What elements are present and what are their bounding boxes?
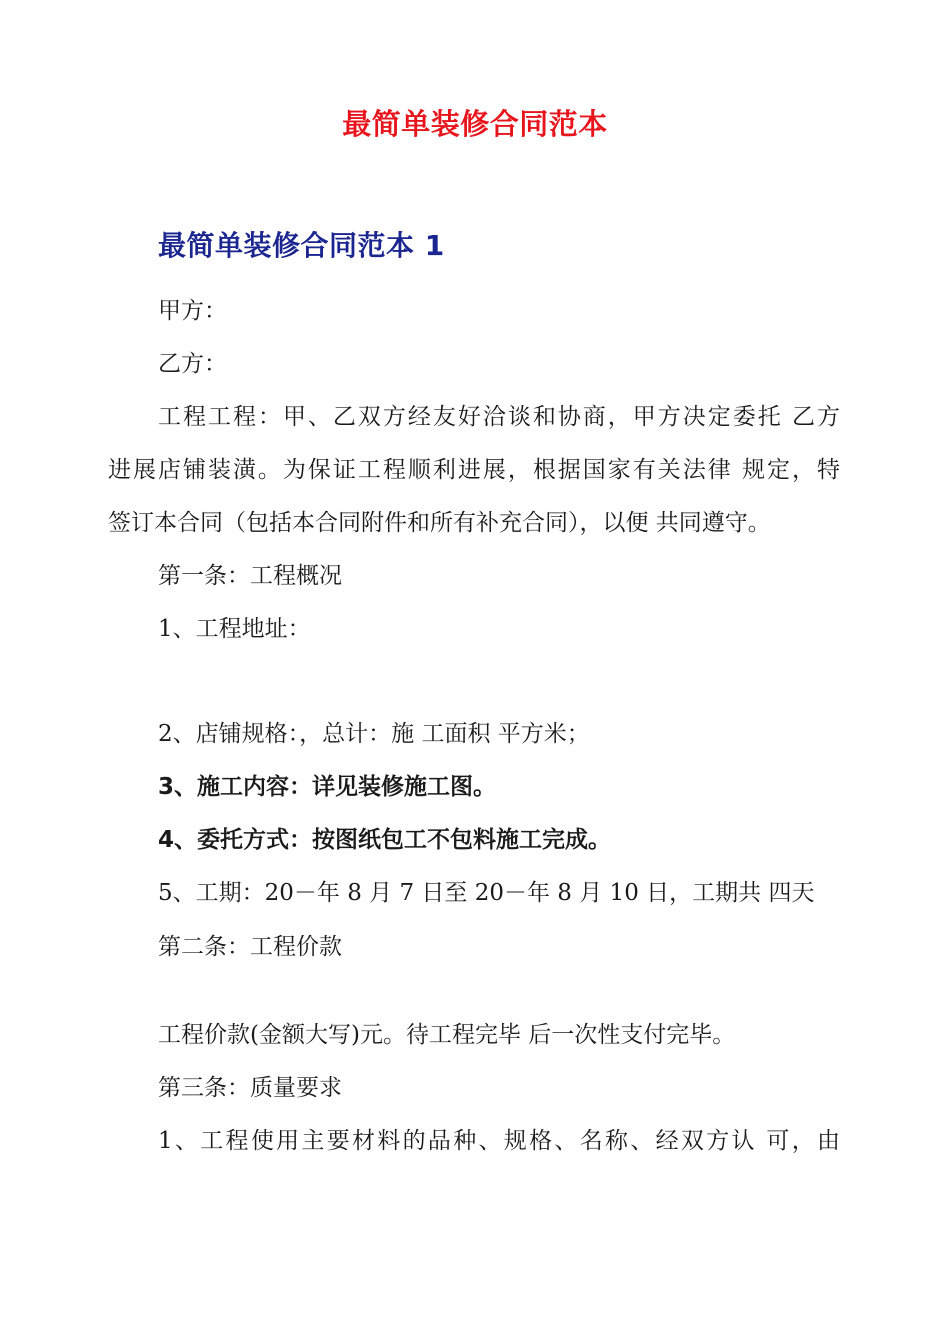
- paragraph-line: 工程工程：甲、乙双方经友好洽谈和协商，甲方决定委托 乙方: [158, 404, 840, 430]
- article-heading: 第二条：工程价款: [158, 934, 342, 960]
- list-item: 1、工程使用主要材料的品种、规格、名称、经双方认 可，由: [158, 1128, 840, 1154]
- document-title: 最简单装修合同范本: [342, 107, 608, 141]
- section-heading: 最简单装修合同范本 1: [158, 229, 445, 262]
- party-a-line: 甲方：: [158, 298, 227, 324]
- list-item: 2、店铺规格：，总计：施 工面积 平方米；: [158, 721, 590, 747]
- party-b-line: 乙方：: [158, 351, 227, 377]
- paragraph-line: 工程价款(金额大写)元。待工程完毕 后一次性支付完毕。: [158, 1022, 736, 1048]
- list-item: 1、工程地址：: [158, 616, 311, 642]
- list-item: 4、委托方式：按图纸包工不包料施工完成。: [158, 827, 612, 853]
- paragraph-line: 签订本合同（包括本合同附件和所有补充合同），以便 共同遵守。: [108, 510, 771, 536]
- paragraph-line: 进展店铺装潢。为保证工程顺利进展，根据国家有关法律 规定，特: [108, 457, 840, 483]
- list-item: 5、工期：20－年 8 月 7 日至 20－年 8 月 10 日，工期共 四天: [158, 880, 815, 906]
- list-item: 3、施工内容：详见装修施工图。: [158, 774, 497, 800]
- article-heading: 第三条：质量要求: [158, 1075, 342, 1101]
- article-heading: 第一条：工程概况: [158, 563, 342, 589]
